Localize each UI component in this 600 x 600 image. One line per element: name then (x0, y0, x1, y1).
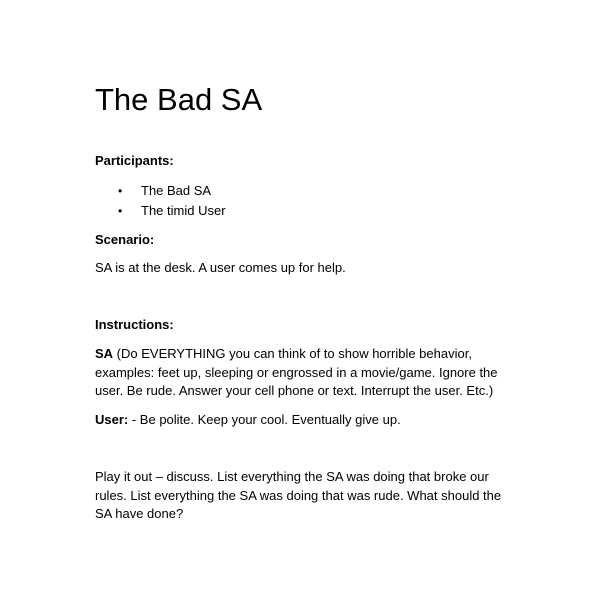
sa-label: SA (95, 346, 114, 361)
user-instructions (95, 411, 505, 430)
sa-text: (Do EVERYTHING you can think of to show horrible behavior, examples: feet up, sleeping or engrossed in a movie/game. Ignore the user. Be rude. Answer your cell phone or text. Interrupt the user. Etc.) (95, 346, 498, 398)
participants-list (95, 181, 226, 221)
participant-label: The timid User (141, 203, 226, 218)
bullet-icon: • (118, 184, 123, 198)
closing-text: Play it out – discuss. List everything the SA was doing that broke our rules. List everything the SA was doing that was rude. What should the SA have done? (95, 469, 502, 521)
participants-heading: Participants: (95, 153, 174, 168)
document-title: The Bad SA (95, 82, 263, 117)
list-item (95, 181, 226, 201)
participant-label: The Bad SA (141, 183, 212, 198)
user-text: - Be polite. Keep your cool. Eventually give up. (128, 412, 401, 427)
list-item (95, 201, 226, 221)
sa-instructions (95, 345, 505, 401)
scenario-text: SA is at the desk. A user comes up for help. (95, 260, 346, 275)
user-label: User: (95, 412, 129, 427)
bullet-icon: • (118, 204, 123, 218)
instructions-heading: Instructions: (95, 317, 174, 332)
scenario-heading: Scenario: (95, 232, 155, 247)
